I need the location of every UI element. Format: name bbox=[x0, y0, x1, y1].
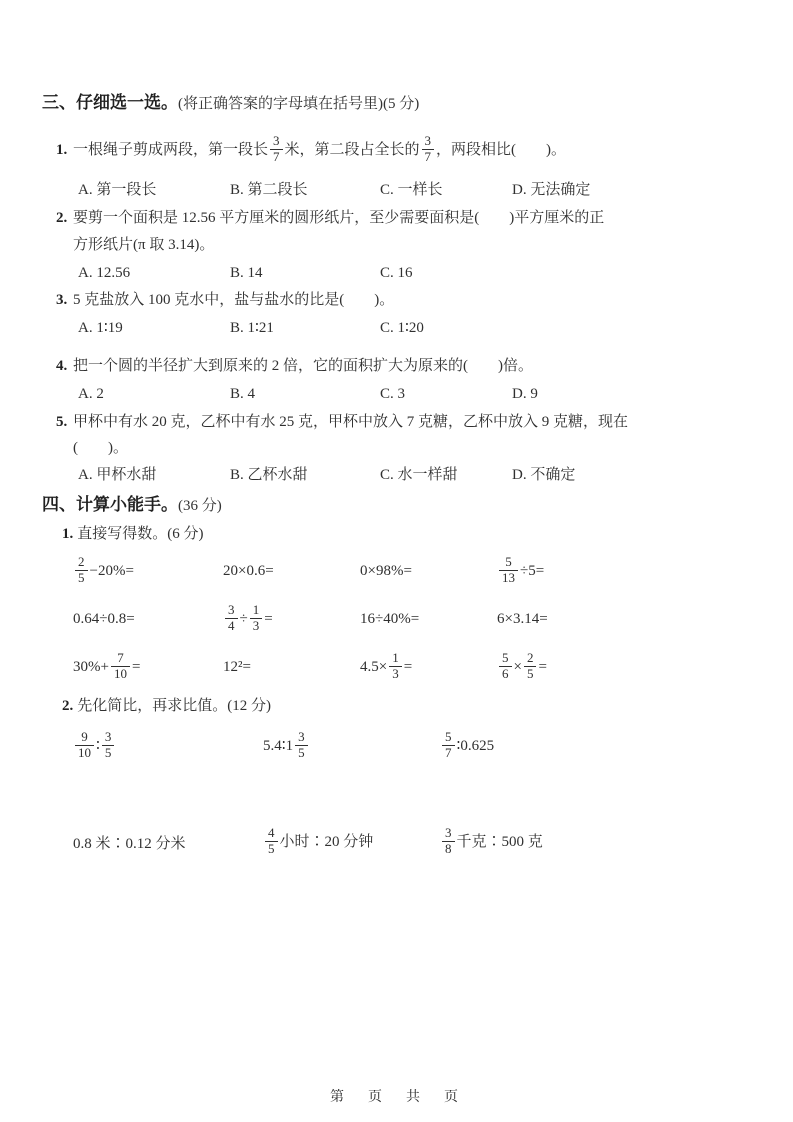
ratio-expression: 5.4∶1 $\frac{3}{5}$ bbox=[263, 731, 440, 762]
option: B. 1∶21 bbox=[230, 320, 274, 336]
question-4-text: 把一个圆的半径扩大到原来的 2 倍，它的面积扩大为原来的( )倍。 bbox=[73, 358, 533, 374]
question-2-options bbox=[42, 262, 757, 284]
calc-expression: 6×3.14= bbox=[497, 610, 548, 627]
question-5 bbox=[42, 411, 757, 433]
fraction: $\frac{3}{8}$ bbox=[442, 826, 455, 857]
question-2-continued bbox=[42, 234, 757, 256]
calc-expression: $\frac{5}{6}$ × $\frac{2}{5}$ = bbox=[497, 652, 757, 683]
question-2-text-line2: 方形纸片(π 取 3.14)。 bbox=[73, 237, 215, 253]
calc-expression: 16÷40%= bbox=[360, 610, 420, 627]
fraction: $\frac{3}{5}$ bbox=[295, 730, 308, 761]
calc-row bbox=[42, 643, 757, 691]
fraction: $\frac{3}{7}$ bbox=[422, 134, 435, 165]
question-2 bbox=[42, 207, 757, 229]
question-5-number: 5. bbox=[56, 414, 68, 430]
ratio-row bbox=[42, 721, 757, 771]
question-3-text: 5 克盐放入 100 克水中，盐与盐水的比是( )。 bbox=[73, 292, 395, 308]
subsection-2-number: 2. bbox=[62, 698, 74, 714]
worksheet-content bbox=[42, 92, 757, 867]
fraction: $\frac{3}{4}$ bbox=[225, 603, 238, 634]
question-5-continued bbox=[42, 437, 757, 459]
question-1-text: 一根绳子剪成两段，第一段长 $\frac{3}{7}$ 米，第二段占全长的 $\frac{3}{7}$ ，两段相比( )。 bbox=[73, 132, 567, 164]
calc-expression: $\frac{2}{5}$ −20%= bbox=[73, 556, 223, 587]
calc-expression: 30%+ $\frac{7}{10}$ = bbox=[73, 649, 141, 681]
subsection-2-label bbox=[42, 695, 757, 717]
ratio-expression: $\frac{3}{8}$ 千克∶500 克 bbox=[440, 827, 757, 858]
question-1 bbox=[42, 127, 757, 173]
fraction: $\frac{3}{5}$ bbox=[102, 730, 115, 761]
question-2-number: 2. bbox=[56, 210, 68, 226]
calc-expression: 20×0.6= bbox=[223, 562, 274, 579]
ratio-expression: $\frac{9}{10}$ ∶ $\frac{3}{5}$ bbox=[73, 731, 263, 762]
option: D. 无法确定 bbox=[512, 182, 591, 198]
option: A. 12.56 bbox=[78, 265, 131, 281]
question-3-options bbox=[42, 317, 757, 339]
option: D. 9 bbox=[512, 386, 538, 402]
ratio-expression: $\frac{4}{5}$ 小时∶20 分钟 bbox=[263, 827, 440, 858]
question-3-number: 3. bbox=[56, 292, 68, 308]
subsection-1-label bbox=[42, 523, 757, 545]
fraction: $\frac{1}{3}$ bbox=[250, 603, 263, 634]
option: A. 甲杯水甜 bbox=[78, 467, 157, 483]
option: A. 1∶19 bbox=[78, 320, 123, 336]
calc-row bbox=[42, 547, 757, 595]
option: B. 14 bbox=[230, 265, 263, 281]
calc-expression: 0×98%= bbox=[360, 562, 412, 579]
option: C. 水一样甜 bbox=[380, 467, 458, 483]
option: C. 3 bbox=[380, 386, 406, 402]
calc-expression: 4.5× $\frac{1}{3}$ = bbox=[360, 649, 413, 681]
question-1-options bbox=[42, 179, 757, 201]
fraction: $\frac{2}{5}$ bbox=[75, 555, 88, 586]
page-footer: 第 页 共 页 bbox=[330, 1090, 463, 1105]
question-5-text: 甲杯中有水 20 克，乙杯中有水 25 克，甲杯中放入 7 克糖，乙杯中放入 9 克糖，现在 bbox=[73, 414, 629, 430]
option: B. 乙杯水甜 bbox=[230, 467, 308, 483]
section-4-title bbox=[42, 494, 757, 517]
fraction: $\frac{9}{10}$ bbox=[75, 730, 94, 761]
option: A. 第一段长 bbox=[78, 182, 157, 198]
option: A. 2 bbox=[78, 386, 104, 402]
option: C. 1∶20 bbox=[380, 320, 424, 336]
calc-expression: 0.64÷0.8= bbox=[73, 610, 135, 627]
section-3-note: (将正确答案的字母填在括号里)(5 分) bbox=[178, 96, 420, 112]
calc-expression: 12²= bbox=[223, 658, 251, 675]
section-4-heading: 四、计算小能手。 bbox=[42, 495, 178, 514]
fraction: $\frac{5}{6}$ bbox=[499, 651, 512, 682]
question-4-number: 4. bbox=[56, 358, 68, 374]
question-2-text: 要剪一个面积是 12.56 平方厘米的圆形纸片，至少需要面积是( )平方厘米的正 bbox=[73, 210, 605, 226]
question-5-text-line2: ( )。 bbox=[73, 440, 128, 456]
fraction: $\frac{1}{3}$ bbox=[389, 651, 402, 682]
fraction: $\frac{3}{7}$ bbox=[270, 134, 283, 165]
option: C. 一样长 bbox=[380, 182, 443, 198]
subsection-2-text: 先化简比，再求比值。(12 分) bbox=[77, 698, 271, 714]
subsection-1-number: 1. bbox=[62, 526, 74, 542]
fraction: $\frac{5}{7}$ bbox=[442, 730, 455, 761]
fraction: $\frac{4}{5}$ bbox=[265, 826, 278, 857]
fraction: $\frac{5}{13}$ bbox=[499, 555, 518, 586]
section-3-title bbox=[42, 92, 757, 115]
question-3 bbox=[42, 289, 757, 311]
ratio-row bbox=[42, 817, 757, 867]
option: B. 4 bbox=[230, 386, 256, 402]
subsection-1-text: 直接写得数。(6 分) bbox=[77, 526, 204, 542]
fraction: $\frac{2}{5}$ bbox=[524, 651, 537, 682]
question-1-number: 1. bbox=[56, 142, 68, 158]
fraction: $\frac{7}{10}$ bbox=[111, 651, 130, 682]
question-4-options bbox=[42, 383, 757, 405]
question-5-options bbox=[42, 464, 757, 486]
option: B. 第二段长 bbox=[230, 182, 308, 198]
ratio-expression: $\frac{5}{7}$ ∶0.625 bbox=[440, 731, 757, 762]
calc-row bbox=[42, 595, 757, 643]
question-4 bbox=[42, 355, 757, 377]
ratio-expression: 0.8 米∶0.12 分米 bbox=[73, 835, 186, 852]
section-4-note: (36 分) bbox=[178, 498, 222, 514]
section-3-heading: 三、仔细选一选。 bbox=[42, 93, 178, 112]
option: D. 不确定 bbox=[512, 467, 576, 483]
calc-expression: $\frac{5}{13}$ ÷5= bbox=[497, 556, 757, 587]
calc-expression: $\frac{3}{4}$ ÷ $\frac{1}{3}$ = bbox=[223, 604, 360, 635]
option: C. 16 bbox=[380, 265, 413, 281]
